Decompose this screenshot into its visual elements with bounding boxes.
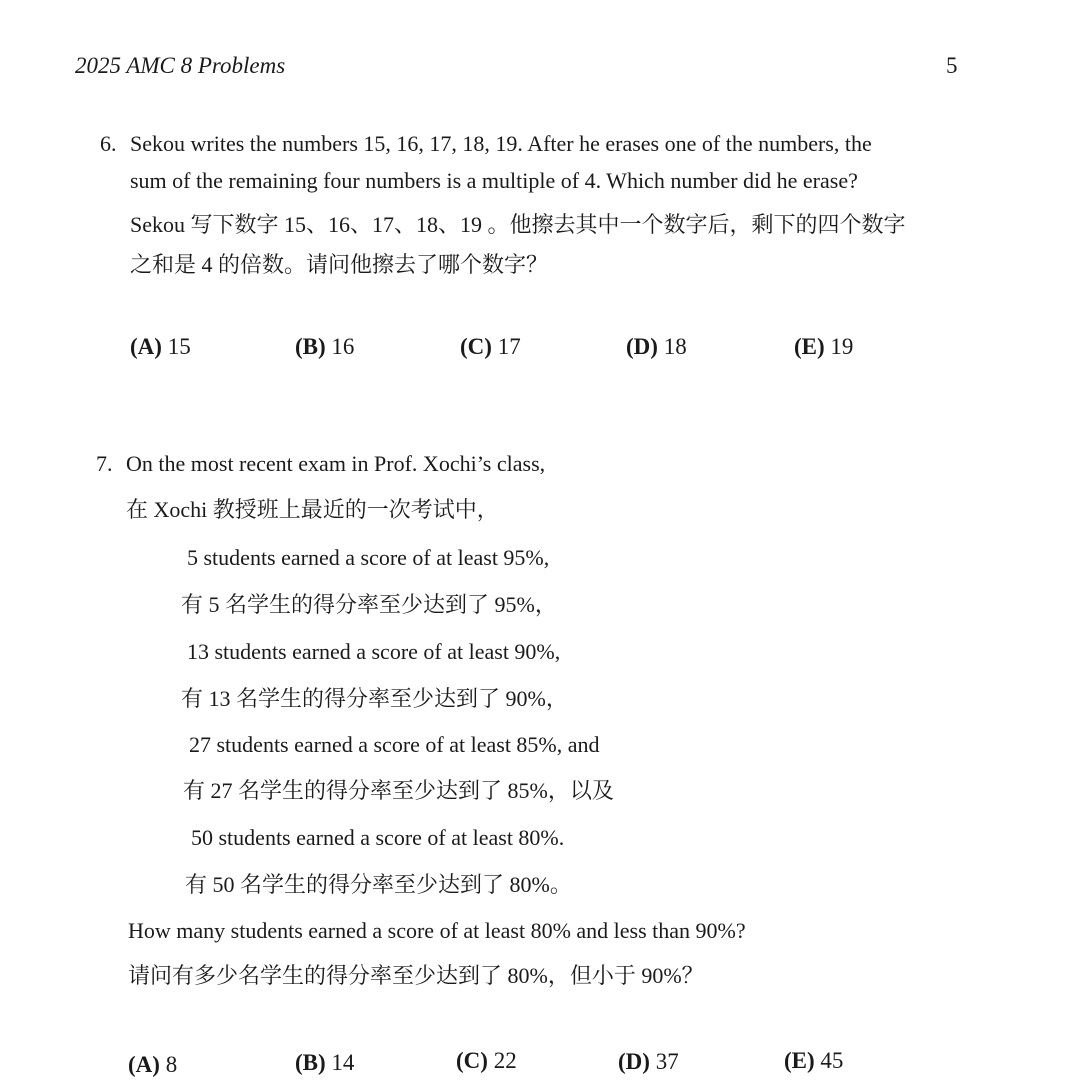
problem-7-number: 7. [96, 451, 113, 476]
problem-6-choice-e: (E) 19 [794, 334, 854, 359]
problem-6-chinese-line-2: 之和是 4 的倍数。请问他擦去了哪个数字？ [130, 252, 549, 277]
problem-7-choice-c: (C) 22 [456, 1048, 517, 1073]
problem-7-chinese-question: 请问有多少名学生的得分率至少达到了 80%，但小于 90%？ [128, 963, 704, 988]
problem-7-choice-b: (B) 14 [295, 1050, 355, 1075]
problem-7-item-4-chinese: 有 50 名学生的得分率至少达到了 80%。 [185, 872, 572, 897]
problem-7-choices [128, 1048, 928, 1078]
problem-7-item-3-english: 27 students earned a score of at least 85%, and [189, 732, 600, 757]
problem-6-choice-b: (B) 16 [295, 334, 355, 359]
problem-6-choice-a: (A) 15 [130, 334, 191, 359]
problem-6-chinese-line-1: Sekou 写下数字 15、16、17、18、19 。他擦去其中一个数字后，剩下的四个数字 [130, 212, 906, 237]
problem-7-item-1-english: 5 students earned a score of at least 95%, [187, 545, 550, 570]
problem-7-choice-e: (E) 45 [784, 1048, 844, 1073]
problem-7-item-1-chinese: 有 5 名学生的得分率至少达到了 95%， [181, 592, 557, 617]
page-number: 5 [946, 53, 958, 78]
problem-7-item-3-chinese: 有 27 名学生的得分率至少达到了 85%，以及 [183, 778, 614, 803]
header-title: 2025 AMC 8 Problems [75, 53, 286, 78]
problem-6-choice-c: (C) 17 [460, 334, 521, 359]
problem-6-choices [130, 334, 930, 364]
problem-7-english-intro: On the most recent exam in Prof. Xochi’s class, [126, 451, 546, 476]
problem-6-choice-d: (D) 18 [626, 334, 687, 359]
problem-7-item-4-english: 50 students earned a score of at least 80%. [191, 825, 565, 850]
problem-6-english-line-2: sum of the remaining four numbers is a multiple of 4. Which number did he erase? [130, 168, 858, 193]
problem-7-choice-d: (D) 37 [618, 1049, 679, 1074]
problem-7-item-2-english: 13 students earned a score of at least 90%, [187, 639, 561, 664]
problem-6-number: 6. [100, 131, 117, 156]
problem-7-english-question: How many students earned a score of at least 80% and less than 90%? [128, 918, 746, 943]
problem-7-chinese-intro: 在 Xochi 教授班上最近的一次考试中， [126, 497, 499, 522]
problem-7-choice-a: (A) 8 [128, 1052, 178, 1077]
problem-6-english-line-1: Sekou writes the numbers 15, 16, 17, 18, 19. After he erases one of the numbers, the [130, 131, 872, 156]
problem-7-item-2-chinese: 有 13 名学生的得分率至少达到了 90%， [181, 686, 568, 711]
